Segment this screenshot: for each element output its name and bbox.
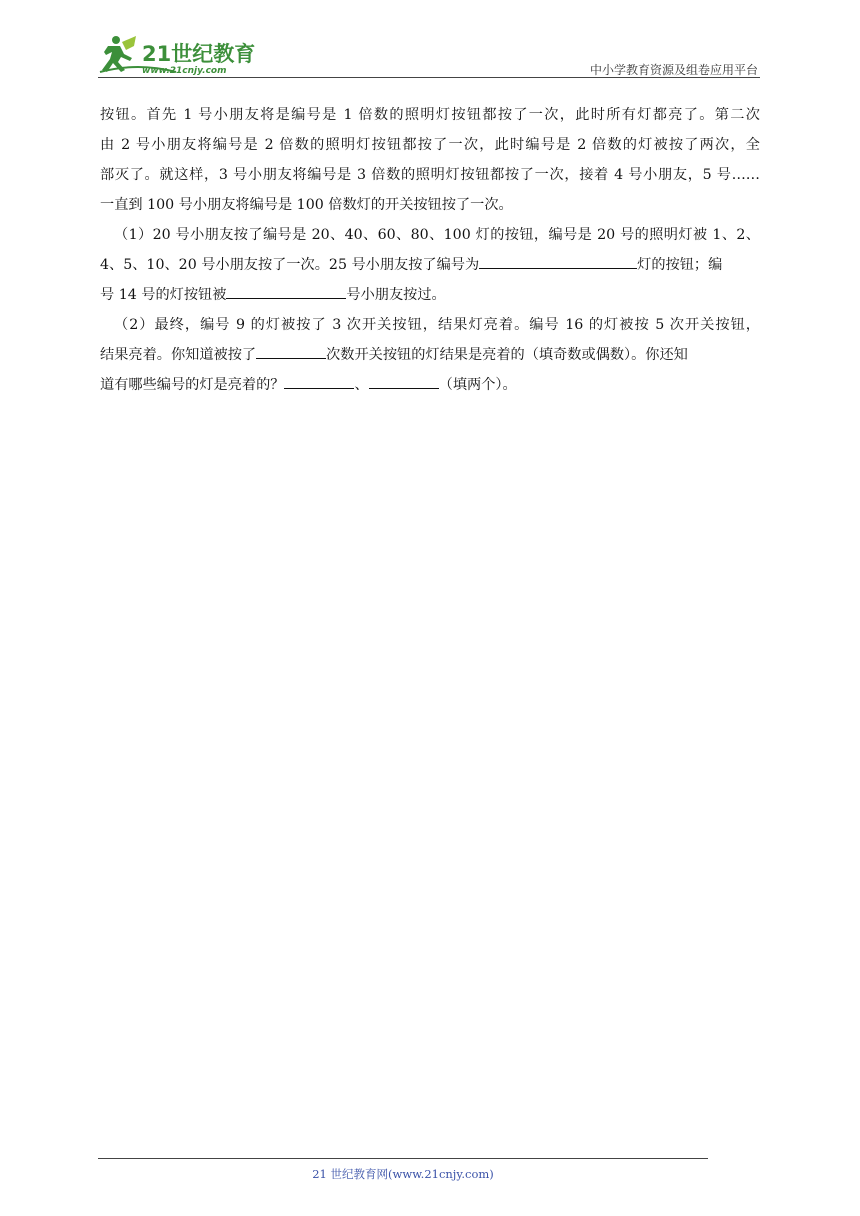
site-logo: [98, 32, 268, 76]
header-divider: [98, 77, 760, 78]
question-2-line: [100, 370, 760, 400]
paragraph-line: 一直到 100 号小朋友将编号是 100 倍数灯的开关按钮按了一次。: [100, 197, 513, 213]
answer-blank[interactable]: [256, 343, 326, 359]
question-text: 4、5、10、20 号小朋友按了一次。25 号小朋友按了编号为: [100, 257, 480, 273]
svg-text:www.21cnjy.com: www.21cnjy.com: [142, 66, 227, 76]
paragraph-line: 部灭了。就这样，3 号小朋友将编号是 3 倍数的照明灯按钮都按了一次，接着 4 号小朋友，5 号……: [100, 167, 760, 183]
question-body: [100, 100, 760, 400]
question-1-line: [100, 280, 760, 310]
header-platform-text: 中小学教育资源及组卷应用平台: [589, 63, 758, 77]
paragraph-line: 按钮。首先 1 号小朋友将是编号是 1 倍数的照明灯按钮都按了一次，此时所有灯都亮了。第二次: [100, 107, 760, 123]
answer-blank[interactable]: [226, 283, 346, 299]
question-text: 道有哪些编号的灯是亮着的？: [100, 377, 285, 393]
question-text: （填两个）。: [438, 377, 517, 393]
question-text: 灯的按钮；编: [637, 257, 723, 273]
paragraph-line: 由 2 号小朋友将编号是 2 倍数的照明灯按钮都按了一次，此时编号是 2 倍数的灯被按了两次，全: [100, 137, 760, 153]
question-2-line: （2）最终，编号 9 的灯被按了 3 次开关按钮，结果灯亮着。编号 16 的灯被按 5 次开关按钮，: [114, 317, 760, 333]
question-1-line: （1）20 号小朋友按了编号是 20、40、60、80、100 灯的按钮，编号是 20 号的照明灯被 1、2、: [114, 227, 760, 243]
question-text: 结果亮着。你知道被按了: [100, 347, 257, 363]
footer-divider: [98, 1158, 708, 1159]
question-2-line: [100, 340, 760, 370]
page-header: [98, 30, 760, 78]
footer-link[interactable]: 21 世纪教育网(www.21cnjy.com): [312, 1167, 494, 1181]
answer-blank[interactable]: [369, 373, 439, 389]
answer-blank[interactable]: [284, 373, 354, 389]
question-text: 号 14 号的灯按钮被: [100, 287, 227, 303]
separator-text: 、: [354, 377, 369, 393]
question-text: 次数开关按钮的灯结果是亮着的（填奇数或偶数）。你还知: [326, 347, 688, 363]
svg-text:21世纪教育: 21世纪教育: [142, 42, 256, 66]
question-text: 号小朋友按过。: [346, 287, 446, 303]
answer-blank[interactable]: [479, 253, 637, 269]
question-1-line: [100, 250, 760, 280]
